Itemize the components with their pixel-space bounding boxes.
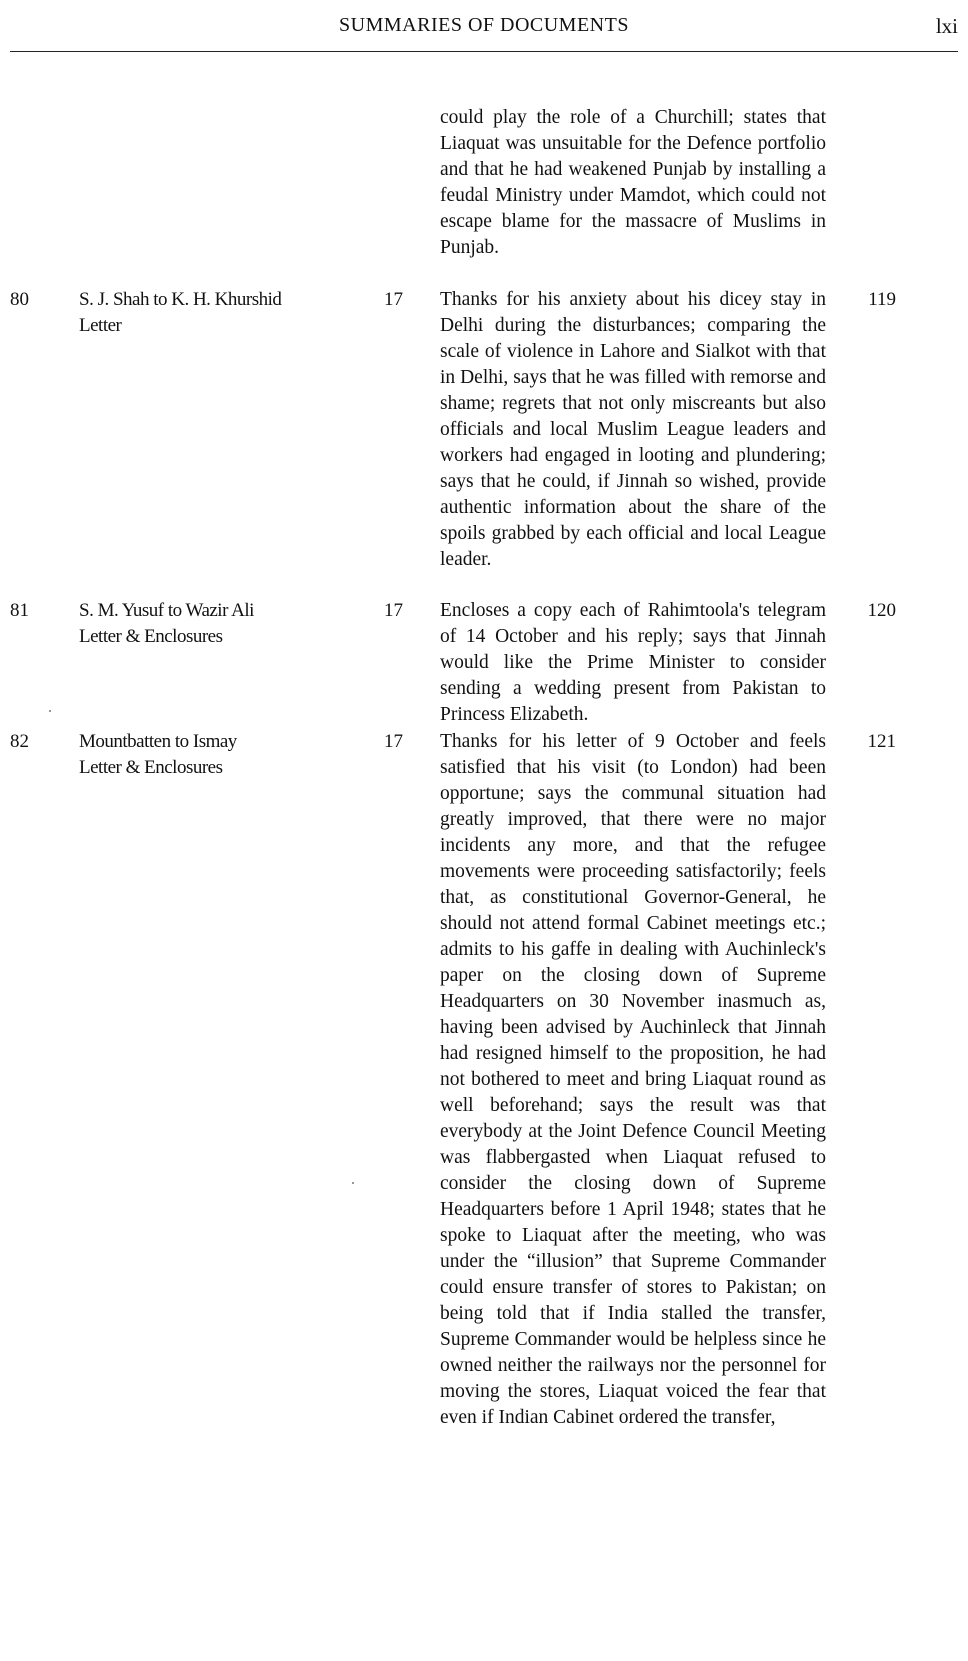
running-head-title: SUMMARIES OF DOCUMENTS xyxy=(339,14,629,36)
entry-number: 80 xyxy=(10,289,29,310)
entry-summary: Thanks for his letter of 9 October and feels satisfied that his visit (to London) had been opportune; says the communal situation had greatly improved, that there were no major incidents any more, and that the refugee movements were proceeding satisfactorily; feels that, as constitutional Governor-General, he should not attend formal Cabinet meetings etc.; admits to his gaffe in dealing with Auchinleck's paper on the closing down of Supreme Headquarters on 30 November inasmuch as, having been advised by Auchinleck that Jinnah had resigned himself to the proposition, he had not bothered to meet and bring Liaquat round as well beforehand; says the result was that everybody at the Joint Defence Council Meeting was flabbergasted when Liaquat refused to consider the closing down of Supreme Headquarters before 1 April 1948; states that he spoke to Liaquat after the meeting, who was under the “illusion” that Supreme Commander could ensure transfer of stores to Pakistan; on being told that if India stalled the transfer, Supreme Commander would be helpless since he owned neither the railways nor the personnel for moving the stores, Liaquat voiced the fear that even if Indian Cabinet ordered the transfer, xyxy=(440,731,826,1428)
entry-correspondents-block xyxy=(79,729,237,781)
entry-correspondents: S. J. Shah to K. H. Khurshid xyxy=(79,289,282,310)
entry-number: 82 xyxy=(10,731,29,752)
entry-correspondents: S. M. Yusuf to Wazir Ali xyxy=(79,600,254,621)
entry-correspondents-block xyxy=(79,287,281,339)
entry-summary: Thanks for his anxiety about his dicey stay in Delhi during the disturbances; comparing the scale of violence in Lahore and Sialkot with that in Delhi, says that he was filled with remorse and shame; regrets that not only miscreants but also officials and local Muslim League leaders and workers had engaged in looting and plundering; says that he could, if Jinnah so wished, provide authentic information about the share of the spoils grabbed by each official and local League leader. xyxy=(440,289,826,570)
entry-page-number: 121 xyxy=(867,731,896,752)
entry-summary: Encloses a copy each of Rahimtoola's telegram of 14 October and his reply; says that Jinnah would like the Prime Minister to consider sending a wedding present from Pakistan to Princess Elizabeth. xyxy=(440,600,826,725)
entry-type: Letter xyxy=(79,315,122,336)
entry-date: 17 xyxy=(384,731,403,752)
entry-number: 81 xyxy=(10,600,29,621)
entry-type: Letter & Enclosures xyxy=(79,626,223,647)
entry-correspondents: Mountbatten to Ismay xyxy=(79,731,237,752)
entry-type: Letter & Enclosures xyxy=(79,757,223,778)
entry-summary: could play the role of a Churchill; states that Liaquat was unsuitable for the Defence portfolio and that he had weakened Punjab by installing a feudal Ministry under Mamdot, which could not escape blame for the massacre of Muslims in Punjab. xyxy=(440,107,826,258)
running-head xyxy=(10,14,958,50)
entry-date: 17 xyxy=(384,600,403,621)
scan-speck xyxy=(352,1182,354,1184)
entry-correspondents-block xyxy=(79,598,254,650)
scan-speck xyxy=(49,710,51,712)
entry-page-number: 120 xyxy=(867,600,896,621)
entry-date: 17 xyxy=(384,289,403,310)
entry-page-number: 119 xyxy=(868,289,896,310)
header-rule xyxy=(10,51,958,52)
page-folio: lxi xyxy=(935,14,958,38)
